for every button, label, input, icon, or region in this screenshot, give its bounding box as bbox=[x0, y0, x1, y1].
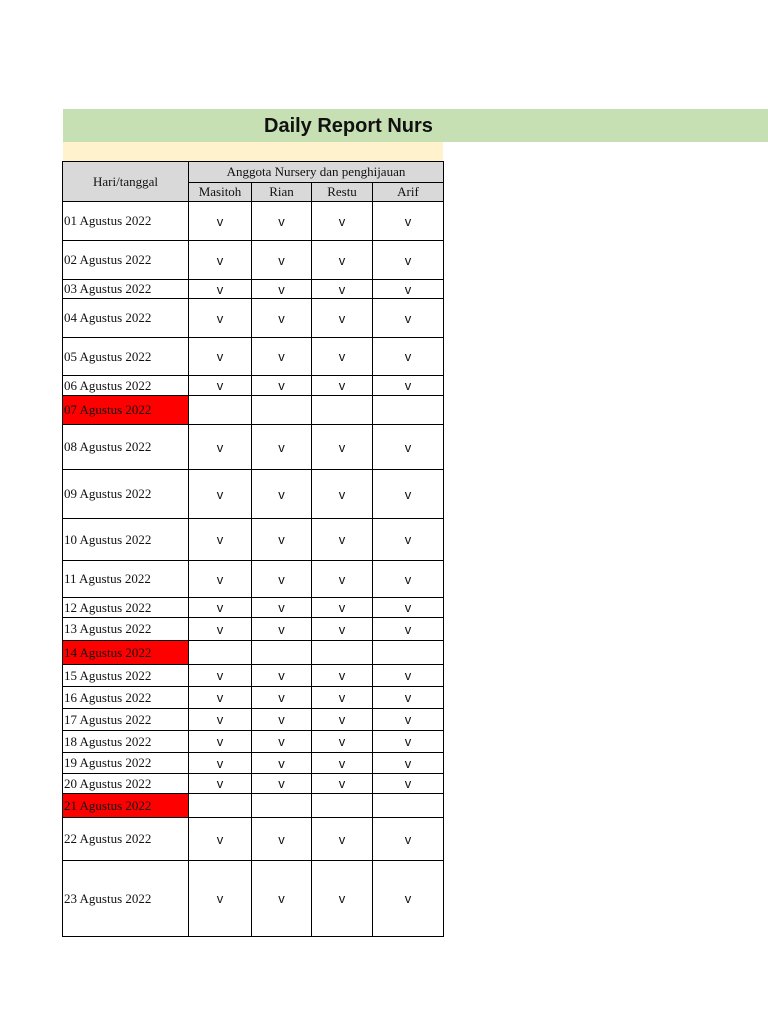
report-title: Daily Report Nurs bbox=[264, 115, 433, 137]
attendance-cell[interactable]: v bbox=[312, 687, 373, 709]
table-row bbox=[63, 861, 444, 937]
attendance-cell[interactable]: v bbox=[189, 665, 252, 687]
attendance-cell[interactable]: v bbox=[312, 709, 373, 731]
attendance-cell[interactable]: v bbox=[252, 774, 312, 794]
table-row bbox=[63, 794, 444, 818]
attendance-cell[interactable]: v bbox=[189, 376, 252, 396]
date-cell[interactable]: 14 Agustus 2022 bbox=[63, 641, 189, 665]
attendance-cell[interactable]: v bbox=[252, 818, 312, 861]
attendance-cell[interactable] bbox=[373, 794, 444, 818]
attendance-cell[interactable]: v bbox=[252, 241, 312, 280]
attendance-cell[interactable] bbox=[373, 641, 444, 665]
attendance-cell[interactable]: v bbox=[373, 280, 444, 299]
attendance-cell[interactable]: v bbox=[312, 519, 373, 561]
attendance-cell[interactable]: v bbox=[252, 202, 312, 241]
member-group-header[interactable]: Anggota Nursery dan penghijauan bbox=[189, 162, 444, 183]
attendance-cell[interactable] bbox=[373, 396, 444, 425]
date-cell[interactable]: 07 Agustus 2022 bbox=[63, 396, 189, 425]
table-row bbox=[63, 299, 444, 338]
date-cell[interactable]: 12 Agustus 2022 bbox=[63, 598, 189, 618]
attendance-cell[interactable]: v bbox=[189, 731, 252, 753]
attendance-cell[interactable] bbox=[312, 641, 373, 665]
table-row bbox=[63, 396, 444, 425]
date-cell[interactable]: 09 Agustus 2022 bbox=[63, 470, 189, 519]
date-cell[interactable]: 06 Agustus 2022 bbox=[63, 376, 189, 396]
table-row bbox=[63, 425, 444, 470]
attendance-cell[interactable]: v bbox=[373, 731, 444, 753]
member-header-rian[interactable]: Rian bbox=[252, 183, 312, 202]
attendance-cell[interactable]: v bbox=[373, 753, 444, 774]
attendance-cell[interactable]: v bbox=[312, 861, 373, 937]
attendance-cell[interactable]: v bbox=[373, 861, 444, 937]
attendance-cell[interactable]: v bbox=[189, 618, 252, 641]
table-row bbox=[63, 470, 444, 519]
attendance-cell[interactable]: v bbox=[252, 519, 312, 561]
attendance-cell[interactable] bbox=[189, 641, 252, 665]
attendance-cell[interactable]: v bbox=[312, 202, 373, 241]
date-cell[interactable]: 13 Agustus 2022 bbox=[63, 618, 189, 641]
table-row bbox=[63, 687, 444, 709]
attendance-cell[interactable]: v bbox=[252, 338, 312, 376]
attendance-cell[interactable] bbox=[189, 396, 252, 425]
attendance-cell[interactable]: v bbox=[312, 338, 373, 376]
date-cell[interactable]: 22 Agustus 2022 bbox=[63, 818, 189, 861]
member-header-restu[interactable]: Restu bbox=[312, 183, 373, 202]
attendance-cell[interactable]: v bbox=[189, 470, 252, 519]
attendance-cell[interactable]: v bbox=[189, 280, 252, 299]
attendance-cell[interactable]: v bbox=[312, 280, 373, 299]
attendance-cell[interactable]: v bbox=[373, 202, 444, 241]
attendance-cell[interactable]: v bbox=[373, 818, 444, 861]
attendance-cell[interactable]: v bbox=[373, 774, 444, 794]
attendance-cell[interactable]: v bbox=[189, 241, 252, 280]
attendance-cell[interactable]: v bbox=[312, 665, 373, 687]
table-row bbox=[63, 818, 444, 861]
attendance-cell[interactable]: v bbox=[373, 598, 444, 618]
table-row bbox=[63, 731, 444, 753]
attendance-cell[interactable]: v bbox=[189, 687, 252, 709]
header-row-group bbox=[63, 162, 444, 183]
date-cell[interactable]: 19 Agustus 2022 bbox=[63, 753, 189, 774]
attendance-cell[interactable]: v bbox=[252, 470, 312, 519]
attendance-cell[interactable]: v bbox=[252, 425, 312, 470]
date-cell[interactable]: 01 Agustus 2022 bbox=[63, 202, 189, 241]
attendance-cell[interactable]: v bbox=[189, 598, 252, 618]
member-header-masitoh[interactable]: Masitoh bbox=[189, 183, 252, 202]
date-cell[interactable]: 11 Agustus 2022 bbox=[63, 561, 189, 598]
attendance-cell[interactable]: v bbox=[373, 618, 444, 641]
attendance-cell[interactable]: v bbox=[189, 299, 252, 338]
date-cell[interactable]: 21 Agustus 2022 bbox=[63, 794, 189, 818]
attendance-cell[interactable]: v bbox=[252, 561, 312, 598]
attendance-cell[interactable]: v bbox=[373, 425, 444, 470]
date-column-header[interactable]: Hari/tanggal bbox=[63, 162, 189, 202]
attendance-cell[interactable]: v bbox=[252, 753, 312, 774]
attendance-cell[interactable]: v bbox=[252, 731, 312, 753]
attendance-cell[interactable] bbox=[252, 396, 312, 425]
attendance-cell[interactable]: v bbox=[189, 561, 252, 598]
attendance-cell[interactable]: v bbox=[252, 687, 312, 709]
attendance-cell[interactable] bbox=[189, 794, 252, 818]
table-row bbox=[63, 338, 444, 376]
attendance-cell[interactable] bbox=[312, 396, 373, 425]
attendance-cell[interactable]: v bbox=[312, 818, 373, 861]
table-row bbox=[63, 665, 444, 687]
attendance-cell[interactable]: v bbox=[252, 299, 312, 338]
table-row bbox=[63, 519, 444, 561]
date-cell[interactable]: 03 Agustus 2022 bbox=[63, 280, 189, 299]
attendance-cell[interactable]: v bbox=[373, 299, 444, 338]
attendance-cell[interactable]: v bbox=[252, 665, 312, 687]
attendance-cell[interactable]: v bbox=[189, 774, 252, 794]
attendance-cell[interactable]: v bbox=[312, 618, 373, 641]
attendance-cell[interactable]: v bbox=[373, 709, 444, 731]
attendance-cell[interactable]: v bbox=[189, 709, 252, 731]
attendance-cell[interactable]: v bbox=[189, 753, 252, 774]
table-row bbox=[63, 753, 444, 774]
table-row bbox=[63, 376, 444, 396]
attendance-cell[interactable]: v bbox=[189, 861, 252, 937]
date-cell[interactable]: 20 Agustus 2022 bbox=[63, 774, 189, 794]
date-cell[interactable]: 10 Agustus 2022 bbox=[63, 519, 189, 561]
attendance-cell[interactable]: v bbox=[373, 519, 444, 561]
attendance-cell[interactable]: v bbox=[373, 665, 444, 687]
date-cell[interactable]: 04 Agustus 2022 bbox=[63, 299, 189, 338]
attendance-cell[interactable]: v bbox=[252, 861, 312, 937]
attendance-cell[interactable]: v bbox=[312, 425, 373, 470]
attendance-cell[interactable]: v bbox=[189, 818, 252, 861]
attendance-cell[interactable] bbox=[252, 794, 312, 818]
attendance-cell[interactable]: v bbox=[373, 561, 444, 598]
attendance-cell[interactable]: v bbox=[252, 376, 312, 396]
table-row bbox=[63, 202, 444, 241]
date-cell[interactable]: 02 Agustus 2022 bbox=[63, 241, 189, 280]
attendance-cell[interactable]: v bbox=[312, 470, 373, 519]
date-cell[interactable]: 08 Agustus 2022 bbox=[63, 425, 189, 470]
attendance-cell[interactable]: v bbox=[312, 731, 373, 753]
table-row bbox=[63, 241, 444, 280]
attendance-cell[interactable]: v bbox=[252, 598, 312, 618]
attendance-cell[interactable]: v bbox=[373, 338, 444, 376]
title-band bbox=[63, 109, 768, 142]
date-cell[interactable]: 23 Agustus 2022 bbox=[63, 861, 189, 937]
attendance-cell[interactable] bbox=[312, 794, 373, 818]
attendance-cell[interactable]: v bbox=[252, 280, 312, 299]
attendance-cell[interactable]: v bbox=[189, 519, 252, 561]
table-row bbox=[63, 280, 444, 299]
attendance-cell[interactable]: v bbox=[189, 425, 252, 470]
attendance-cell[interactable]: v bbox=[312, 753, 373, 774]
date-cell[interactable]: 05 Agustus 2022 bbox=[63, 338, 189, 376]
attendance-cell[interactable]: v bbox=[312, 299, 373, 338]
date-cell[interactable]: 17 Agustus 2022 bbox=[63, 709, 189, 731]
attendance-cell[interactable]: v bbox=[373, 687, 444, 709]
attendance-cell[interactable]: v bbox=[312, 241, 373, 280]
attendance-cell[interactable]: v bbox=[312, 598, 373, 618]
attendance-cell[interactable]: v bbox=[373, 376, 444, 396]
attendance-cell[interactable]: v bbox=[252, 618, 312, 641]
table-row bbox=[63, 598, 444, 618]
attendance-cell[interactable]: v bbox=[312, 561, 373, 598]
member-header-arif[interactable]: Arif bbox=[373, 183, 444, 202]
attendance-cell[interactable]: v bbox=[312, 376, 373, 396]
table-row bbox=[63, 774, 444, 794]
table-row bbox=[63, 709, 444, 731]
table-row bbox=[63, 641, 444, 665]
date-cell[interactable]: 15 Agustus 2022 bbox=[63, 665, 189, 687]
attendance-cell[interactable]: v bbox=[312, 774, 373, 794]
date-cell[interactable]: 18 Agustus 2022 bbox=[63, 731, 189, 753]
attendance-cell[interactable]: v bbox=[373, 470, 444, 519]
attendance-cell[interactable]: v bbox=[189, 338, 252, 376]
attendance-cell[interactable] bbox=[252, 641, 312, 665]
table-row bbox=[63, 561, 444, 598]
attendance-table bbox=[62, 161, 444, 937]
table-row bbox=[63, 618, 444, 641]
attendance-cell[interactable]: v bbox=[373, 241, 444, 280]
attendance-cell[interactable]: v bbox=[252, 709, 312, 731]
date-cell[interactable]: 16 Agustus 2022 bbox=[63, 687, 189, 709]
attendance-cell[interactable]: v bbox=[189, 202, 252, 241]
subtitle-band bbox=[63, 142, 443, 161]
